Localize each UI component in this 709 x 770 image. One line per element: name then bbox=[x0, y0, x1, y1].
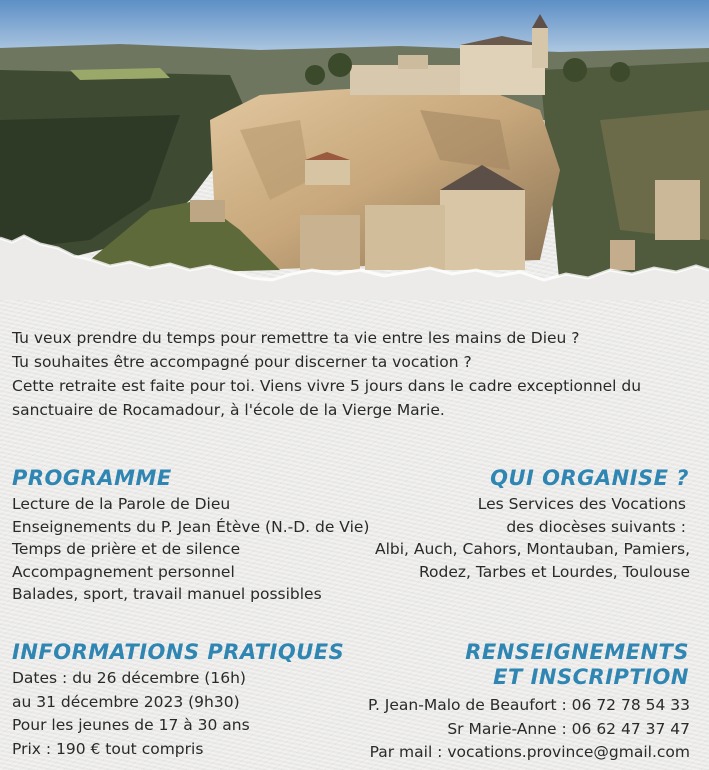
organise-heading: QUI ORGANISE ? bbox=[490, 466, 689, 490]
programme-item: Temps de prière et de silence bbox=[12, 540, 241, 558]
programme-item: Enseignements du P. Jean Étève (N.-D. de Vie) bbox=[12, 517, 370, 536]
intro-line: Cette retraite est faite pour toi. Viens vivre 5 jours dans le cadre exceptionnel du bbox=[12, 377, 642, 395]
infos-line: Dates : du 26 décembre (16h) bbox=[12, 669, 246, 687]
contact-heading-line1: RENSEIGNEMENTS bbox=[465, 640, 689, 664]
infos-heading: INFORMATIONS PRATIQUES bbox=[12, 640, 345, 664]
organise-line: Albi, Auch, Cahors, Montauban, Pamiers, bbox=[374, 540, 690, 558]
programme-item: Accompagnement personnel bbox=[12, 562, 235, 581]
contact-list bbox=[368, 694, 690, 765]
organise-line: Les Services des Vocations bbox=[477, 495, 686, 513]
organise-list bbox=[375, 493, 690, 583]
programme-heading: PROGRAMME bbox=[12, 466, 172, 490]
infos-list bbox=[12, 667, 250, 761]
intro-line: sanctuaire de Rocamadour, à l'école de la Vierge Marie. bbox=[12, 401, 445, 419]
contact-line: P. Jean-Malo de Beaufort : 06 72 78 54 33 bbox=[368, 696, 690, 714]
intro-text bbox=[12, 326, 702, 422]
infos-line: Prix : 190 € tout compris bbox=[12, 739, 204, 758]
organise-line: Rodez, Tarbes et Lourdes, Toulouse bbox=[418, 562, 690, 581]
intro-line: Tu souhaites être accompagné pour discerner ta vocation ? bbox=[12, 353, 472, 371]
contact-line: Sr Marie-Anne : 06 62 47 37 47 bbox=[447, 719, 690, 738]
programme-item: Lecture de la Parole de Dieu bbox=[12, 495, 231, 513]
programme-list bbox=[12, 493, 369, 606]
infos-line: Pour les jeunes de 17 à 30 ans bbox=[12, 716, 250, 734]
organise-line: des diocèses suivants : bbox=[506, 517, 686, 536]
infos-line: au 31 décembre 2023 (9h30) bbox=[12, 692, 240, 711]
rocamadour-photo bbox=[0, 0, 709, 300]
intro-line: Tu veux prendre du temps pour remettre ta vie entre les mains de Dieu ? bbox=[12, 329, 580, 347]
contact-heading-line2: ET INSCRIPTION bbox=[493, 665, 689, 689]
programme-item: Balades, sport, travail manuel possibles bbox=[12, 585, 322, 603]
contact-email-line: Par mail : vocations.province@gmail.com bbox=[369, 743, 690, 761]
